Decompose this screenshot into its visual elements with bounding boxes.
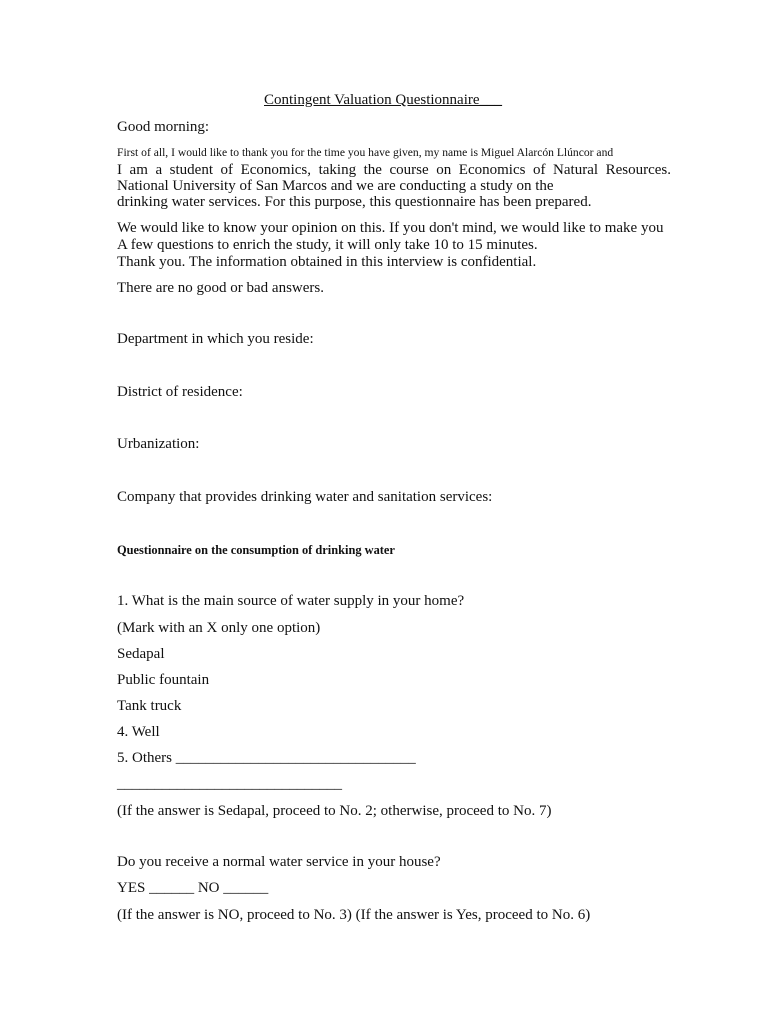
- question-2: Do you receive a normal water service in your house?: [117, 854, 441, 870]
- intro-line: There are no good or bad answers.: [117, 280, 325, 296]
- field-district: District of residence:: [117, 384, 243, 400]
- option-public-fountain: Public fountain: [117, 672, 210, 688]
- intro-line: drinking water services. For this purpose, this questionnaire has been prepared.: [117, 194, 592, 210]
- intro-line: National University of San Marcos and we are conducting a study on the: [117, 178, 554, 194]
- field-company: Company that provides drinking water and sanitation services:: [117, 489, 493, 505]
- answer-blank-line: ______________________________: [117, 776, 342, 792]
- option-others: 5. Others ________________________________: [117, 750, 416, 766]
- page-title: Contingent Valuation Questionnaire___: [264, 92, 503, 108]
- question-2-answer-line: YES ______ NO ______: [117, 880, 269, 896]
- option-tank-truck: Tank truck: [117, 698, 182, 714]
- question-2-skip: (If the answer is NO, proceed to No. 3) (If the answer is Yes, proceed to No. 6): [117, 907, 591, 923]
- intro-line: First of all, I would like to thank you for the time you have given, my name is Miguel Alarcón Llúncor and: [117, 146, 614, 159]
- greeting: Good morning:: [117, 119, 210, 135]
- field-urbanization: Urbanization:: [117, 436, 200, 452]
- intro-line: A few questions to enrich the study, it will only take 10 to 15 minutes.: [117, 237, 538, 253]
- question-1-skip: (If the answer is Sedapal, proceed to No. 2; otherwise, proceed to No. 7): [117, 803, 552, 819]
- section-heading: Questionnaire on the consumption of drinking water: [117, 543, 395, 557]
- question-1: 1. What is the main source of water supply in your home?: [117, 593, 465, 609]
- field-department: Department in which you reside:: [117, 331, 314, 347]
- question-1-instruction: (Mark with an X only one option): [117, 620, 321, 636]
- intro-line: Thank you. The information obtained in this interview is confidential.: [117, 254, 537, 270]
- intro-line: I am a student of Economics, taking the course on Economics of Natural Resources.: [117, 162, 671, 178]
- option-well: 4. Well: [117, 724, 160, 740]
- option-sedapal: Sedapal: [117, 646, 165, 662]
- intro-line: We would like to know your opinion on this. If you don't mind, we would like to make you: [117, 220, 664, 236]
